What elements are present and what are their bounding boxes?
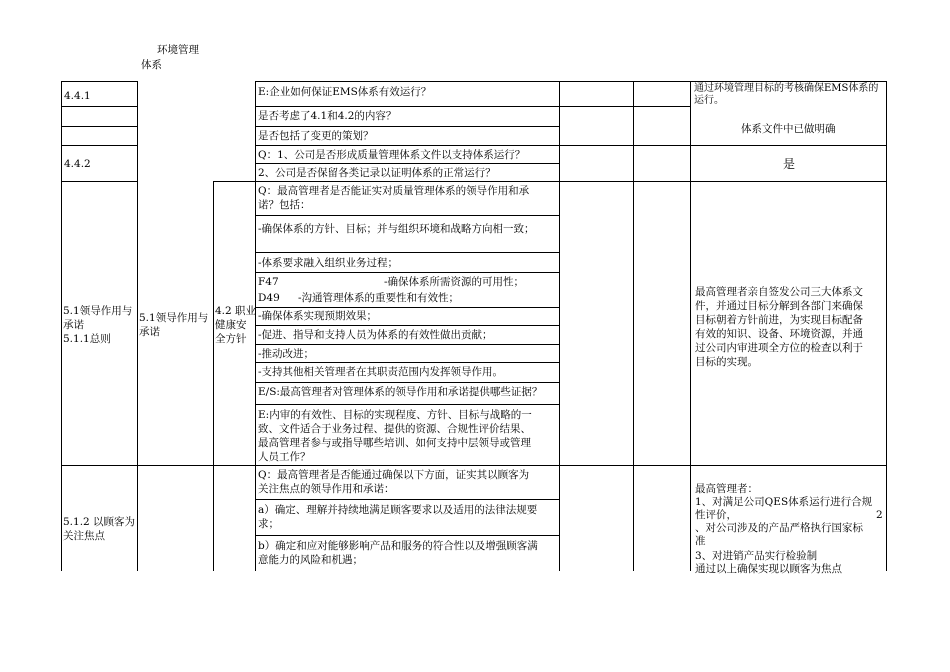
clause-5-1-line1: 5.1领导作用与: [63, 305, 133, 317]
clause-5-1-line2: 承诺: [63, 319, 84, 331]
item-policy-objectives: -确保体系的方针、目标；并与组织环境和战略方向相一致；: [258, 223, 535, 235]
item-a-line2: 求；: [258, 518, 279, 530]
note-5-1-2-line1: 最高管理者：: [695, 483, 758, 495]
note-5-1-line3: 目标朝着方针前进，为实现目标配备: [695, 314, 863, 326]
note-5-1-2-line3: 性评价，: [695, 509, 737, 521]
col3-4-2-line1: 4.2 职业: [215, 305, 257, 317]
clause-4-4-2: 4.4.2: [64, 158, 91, 170]
question-leadership-intro-2: 诺？包括：: [258, 199, 311, 211]
question-change-planning: 是否包括了变更的策划？: [258, 130, 374, 142]
question-customer-focus-2: 关注焦点的领导作用和承诺：: [258, 483, 395, 495]
header-title-line2: 体系: [141, 59, 162, 71]
question-documents: Q：1、公司是否形成质量管理体系文件以支持体系运行？: [258, 149, 526, 161]
note-4-4-1-mid: 体系文件中已做明确: [741, 123, 836, 135]
question-consider-4-1-4-2: 是否考虑了4.1和4.2的内容？: [258, 110, 397, 122]
note-4-4-1-top: 通过环境管理目标的考核确保EMS体系的运行。: [694, 83, 879, 106]
note-5-1-line1: 最高管理者亲自签发公司三大体系文: [695, 286, 863, 298]
note-5-1-line5: 过公司内审进项全方位的检查以利于: [695, 342, 863, 354]
note-5-1-2-line5: 准: [695, 535, 706, 547]
clause-5-1-2-line2: 关注焦点: [63, 530, 105, 542]
col3-4-2-line2: 健康安: [215, 319, 247, 331]
evidence-line1: E:内审的有效性、目标的实现程度、方针、目标与战略的一: [258, 409, 532, 421]
item-business-process: -体系要求融入组织业务过程；: [258, 257, 399, 269]
item-improvement: -推动改进；: [258, 348, 315, 360]
note-5-1-2-line2: 1、对满足公司QES体系运行进行合规: [695, 496, 873, 508]
item-support-managers: -支持其他相关管理者在其职责范围内发挥领导作用。: [258, 366, 504, 378]
note-5-1-line2: 件，并通过目标分解到各部门来确保: [695, 300, 863, 312]
evidence-question: E/S:最高管理者对管理体系的领导作用和承诺提供哪些证据？: [258, 386, 543, 398]
item-communication: -沟通管理体系的重要性和有效性；: [298, 292, 460, 304]
col3-4-2-line3: 全方针: [215, 333, 247, 345]
item-a-line1: a）确定、理解并持续地满足顾客要求以及适用的法律法规要: [258, 504, 538, 516]
item-resources: -确保体系所需资源的可用性；: [384, 276, 525, 288]
question-leadership-intro-1: Q：最高管理者是否能证实对质量管理体系的领导作用和承: [258, 185, 530, 197]
header-title-line1: 环境管理: [157, 44, 199, 56]
col2-5-1-line2: 承诺: [139, 326, 160, 338]
item-code-d49: D49: [258, 292, 280, 304]
note-5-1-line4: 有效的知识、设备、环境资源，并通: [695, 328, 863, 340]
question-records: 2、公司是否保留各类记录以证明体系的正常运行？: [258, 167, 496, 179]
item-expected-results: -确保体系实现预期效果；: [258, 310, 378, 322]
question-ems-operation: E:企业如何保证EMS体系有效运行？: [258, 86, 432, 98]
evidence-line2: 致、文件适合于业务过程、提供的资源、合规性评价结果、: [258, 423, 531, 435]
evidence-line4: 人员工作？: [258, 451, 311, 463]
note-5-1-line6: 目标的实现。: [695, 356, 758, 368]
evidence-line3: 最高管理者参与或指导哪些培训、如何支持中层领导或管理: [258, 437, 531, 449]
question-customer-focus-1: Q：最高管理者是否能通过确保以下方面，证实其以顾客为: [258, 469, 530, 481]
note-5-1-2-num2: 2: [876, 509, 883, 521]
note-5-1-2-line7: 通过以上确保实现以顾客为焦点: [695, 563, 842, 575]
item-support-people: -促进、指导和支持人员为体系的有效性做出贡献；: [258, 329, 493, 341]
item-b-line1: b）确定和应对能够影响产品和服务的符合性以及增强顾客满: [258, 540, 538, 552]
note-5-1-2-line4: 、对公司涉及的产品严格执行国家标: [695, 522, 863, 534]
note-4-4-2-yes: 是: [783, 157, 796, 171]
clause-4-4-1: 4.4.1: [64, 90, 91, 102]
item-b-line2: 意能力的风险和机遇；: [258, 554, 363, 566]
note-5-1-2-line6: 3、对进销产品实行检验制: [695, 550, 818, 562]
item-code-f47: F47: [258, 276, 279, 288]
col2-5-1-line1: 5.1领导作用与: [139, 312, 209, 324]
clause-5-1-2-line1: 5.1.2 以顾客为: [63, 516, 136, 528]
clause-5-1-1: 5.1.1总则: [63, 333, 111, 345]
